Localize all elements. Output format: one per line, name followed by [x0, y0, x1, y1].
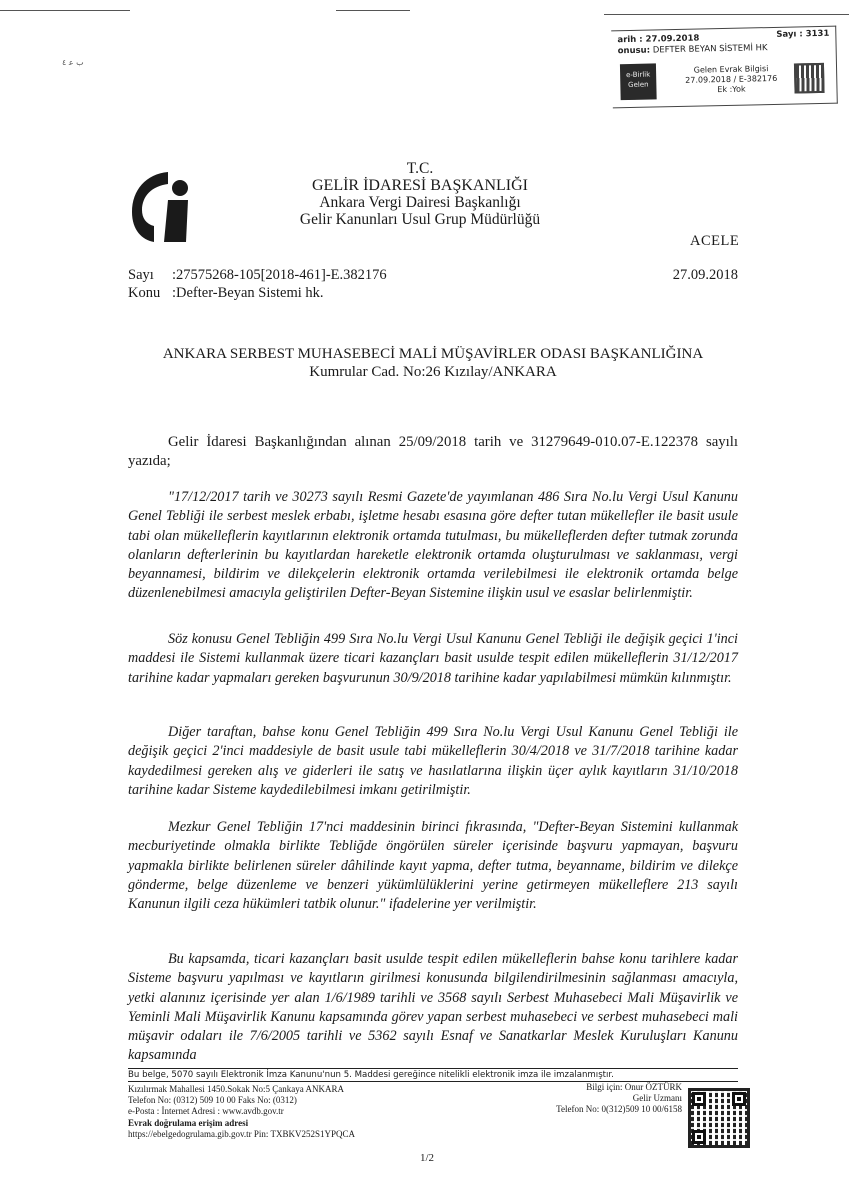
meta-sayi-label: Sayı [128, 267, 154, 283]
ebirlik-line1: e-Birlik [625, 70, 651, 80]
handwritten-scribble: ب ﻋ ٤ [62, 58, 84, 67]
recipient-line2: Kumrular Cad. No:26 Kızılay/ANKARA [309, 364, 557, 380]
footer-eposta: e-Posta : İnternet Adresi : www.avdb.gov.tr [128, 1106, 284, 1117]
footer-contact-title: Gelir Uzmanı [632, 1093, 682, 1104]
stamp-date: arih : 27.09.2018 [617, 33, 700, 46]
stamp-info-title: Gelen Evrak Bilgisi [693, 64, 769, 75]
stamp-subject-label: onusu: [617, 45, 651, 57]
stamp-subject-value: DEFTER BEYAN SİSTEMİ HK [652, 43, 768, 56]
stamp-number: Sayı : 3131 [776, 28, 830, 40]
body-paragraph-2: "17/12/2017 tarih ve 30273 sayılı Resmi Gazete'de yayımlanan 486 Sıra No.lu Vergi Usul Kanunu Genel Tebliği ile serbest meslek erbabı, işletme hesabı esasına göre defter tutan mükellefler ile basit usule tabi olan mükelleflerin kayıtlarının elektronik ortamda tutulması, bu mükelleflerden defter tutmak zorunda olanların defterlerinin bu kayıtlardan hareketle elektronik ortamda oluşturulması ve saklanması, vergi beyannamesi, bildirim ve dilekçelerin elektronik ortamda verilebilmesi ile elektronik ortamda belge düzenlenebilmesi amacıyla geliştirilen Defter-Beyan Sistemine ilişkin usul ve esaslar belirlenmiştir. [128, 489, 738, 602]
meta-konu-label: Konu [128, 285, 161, 301]
ebirlik-line2: Gelen [628, 80, 649, 90]
urgency-label: ACELE [690, 233, 740, 249]
ebirlik-box [620, 63, 657, 100]
header-line2: Ankara Vergi Dairesi Başkanlığı [319, 194, 521, 211]
stamp-subject [618, 43, 768, 56]
stamp-info-ref: 27.09.2018 / E-382176 [685, 73, 778, 85]
footer-contact-name: Bilgi için: Onur ÖZTÜRK [586, 1082, 682, 1092]
scan-edge-line [604, 14, 849, 15]
scan-edge-line [0, 10, 130, 11]
qr-corner-icon [732, 1092, 746, 1106]
incoming-document-stamp [611, 26, 838, 109]
esignature-notice: Bu belge, 5070 sayılı Elektronik İmza Kanunu'nun 5. Maddesi gereğince nitelikli elektronik imza ile imzalanmıştır. [128, 1068, 738, 1082]
meta-sayi-row [128, 266, 748, 284]
footer-address: Kızılırmak Mahallesi 1450.Sokak No:5 Çankaya ANKARA [128, 1084, 344, 1094]
footer-verify-url: https://ebelgedogrulama.gib.gov.tr Pin: TXBKV252S1YPQCA [128, 1128, 355, 1139]
recipient-line1: ANKARA SERBEST MUHASEBECİ MALİ MÜŞAVİRLER ODASI BAŞKANLIĞINA [162, 346, 704, 362]
stamp-incoming-info [676, 64, 787, 96]
footer-phone: Telefon No: (0312) 509 10 00 Faks No: (0312) [128, 1095, 297, 1106]
gib-logo-icon [128, 168, 196, 244]
footer-address-block [128, 1084, 508, 1140]
body-paragraph-6: Bu kapsamda, ticari kazançları basit usulde tespit edilen mükelleflerin bahse konu tarihlere kadar Sisteme başvuru yapılması ve kayıtların girilmesi konusunda bilgilendirilmesinin sağlanması amacıyla, yetki alanınız içerisinde yer alan 1/6/1989 tarihli ve 3568 sayılı Serbest Muhasebeci Mali Müşavirlik ve Yeminli Mali Müşavirlik Kanunu kapsamında görev yapan serbest muhasebeci ve serbest muhasebeci mali müşavir odaları ile 7/6/2005 tarihli ve 5362 sayılı Esnaf ve Sanatkarlar Meslek Kuruluşları Kanunu kapsamında [128, 951, 738, 1064]
header-line3: Gelir Kanunları Usul Grup Müdürlüğü [299, 211, 541, 228]
body-paragraph-1: Gelir İdaresi Başkanlığından alınan 25/09/2018 tarih ve 31279649-010.07-E.122378 sayılı yazıda; [128, 434, 738, 469]
meta-konu-row [128, 284, 748, 302]
recipient-block [128, 345, 738, 381]
meta-konu-value: :Defter-Beyan Sistemi hk. [172, 285, 324, 301]
header-line1: GELİR İDARESİ BAŞKANLIĞI [312, 177, 528, 194]
stamp-qr-code-icon [794, 63, 825, 94]
stamp-info-ek: Ek :Yok [717, 84, 746, 95]
footer-contact-block [500, 1082, 682, 1116]
body-paragraph-5: Mezkur Genel Tebliğin 17'nci maddesinin birinci fıkrasında, "Defter-Beyan Sistemini kullanmak mecburiyetinde olmakla birlikte Tebliğde öngörülen süreler içerisinde başvuru yapmayan, başvuru yapmakla birlikte belirlenen süreler dâhilinde kayıt yapma, defter tutma, beyanname, bildirim ve dilekçe gönderme, belge düzenleme ve benzeri yükümlülüklerini yerine getirmeyen mükelleflere 213 sayılı Kanunun ilgili ceza hükümleri tatbik olunur." ifadelerine yer verilmiştir. [128, 819, 738, 913]
header-tc: T.C. [406, 160, 434, 177]
body-paragraph-4: Diğer taraftan, bahse konu Genel Tebliğin 499 Sıra No.lu Vergi Usul Kanunu Genel Tebliği ile değişik geçici 2'inci maddesiyle de basit usule tabi mükelleflerin 30/4/2018 ve 31/7/2018 tarihine kadar kaydedilmesi gereken alış ve giderleri ile satış ve hasılatlarına ilişkin üçer aylık kayıtların 31/10/2018 tarihine kadar Sisteme kaydedilebilmesi imkanı getirilmiştir. [128, 724, 738, 798]
page-number: 1/2 [420, 1152, 435, 1164]
qr-corner-icon [692, 1092, 706, 1106]
footer-contact-phone: Telefon No: 0(312)509 10 00/6158 [556, 1104, 682, 1115]
agency-header [220, 160, 620, 228]
document-meta [128, 266, 748, 302]
qr-corner-icon [692, 1130, 706, 1144]
scan-edge-line [336, 10, 410, 11]
verification-qr-code-icon [688, 1088, 750, 1148]
meta-sayi-value: :27575268-105[2018-461]-E.382176 [172, 267, 387, 283]
meta-date: 27.09.2018 [672, 267, 738, 283]
footer-verify-title: Evrak doğrulama erişim adresi [128, 1117, 249, 1128]
body-paragraph-3: Söz konusu Genel Tebliğin 499 Sıra No.lu Vergi Usul Kanunu Genel Tebliği ile değişik geçici 1'inci maddesi ile Sistemi kullanmak üzere ticari kazançları basit usulde tespit edilen mükelleflerin 31/12/2017 tarihine kadar yapmaları gereken başvurunun 30/9/2018 tarihine kadar yapılabilmesi mümkün kılınmıştır. [128, 631, 738, 686]
